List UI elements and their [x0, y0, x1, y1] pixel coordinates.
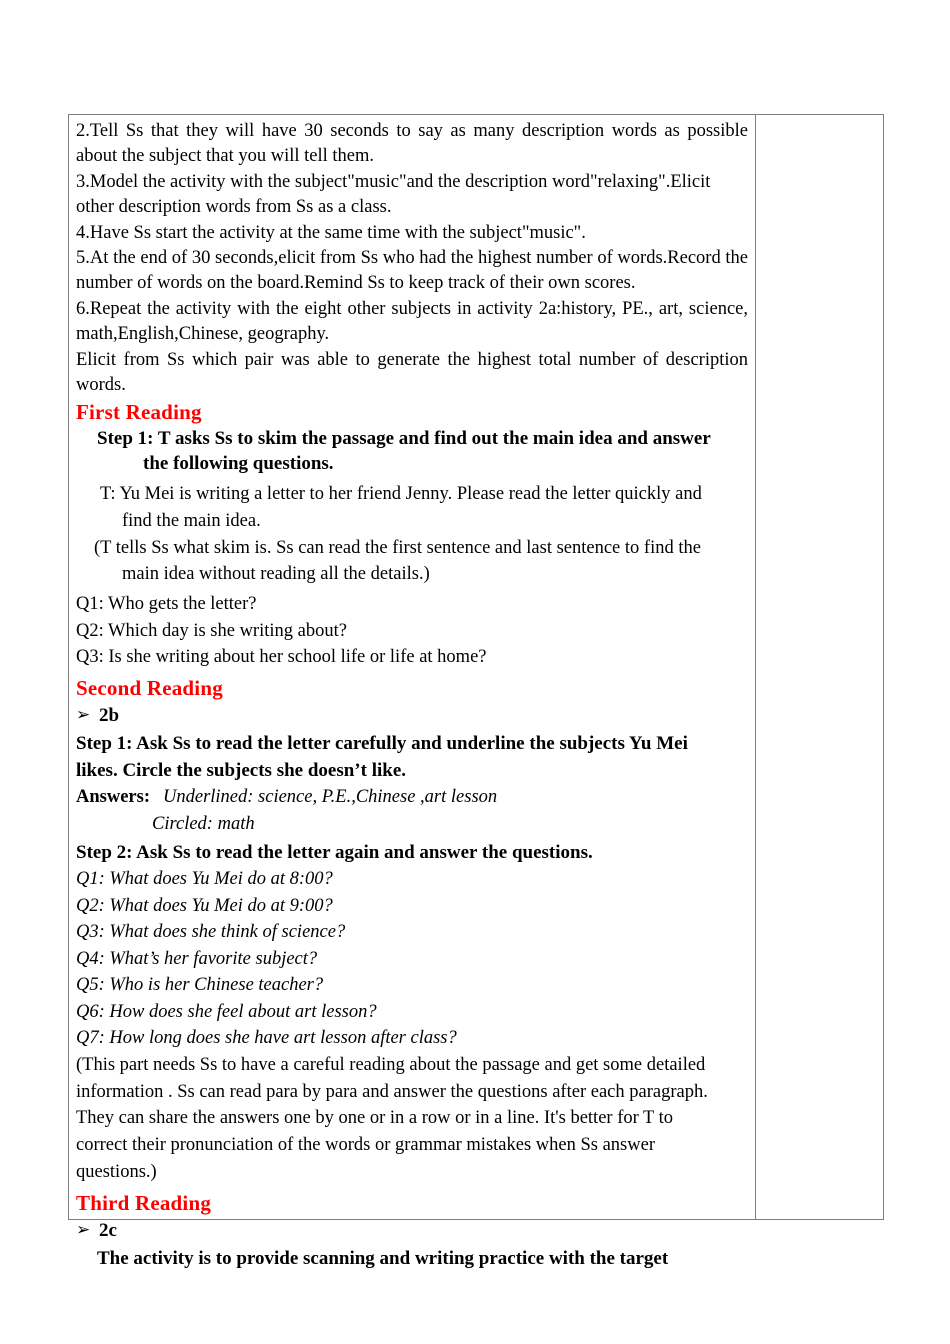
- second-reading-note-line4: correct their pronunciation of the words or grammar mistakes when Ss answer: [76, 1135, 655, 1156]
- second-reading-answers-underlined: [76, 784, 748, 811]
- second-reading-step1-line1: Step 1: Ask Ss to read the letter carefully and underline the subjects Yu Mei: [76, 733, 688, 755]
- second-reading-answers-circled: [76, 811, 748, 838]
- bullet-item-2c: [76, 1217, 748, 1245]
- first-reading-step1-line1: Step 1: T asks Ss to skim the passage and find out the main idea and answer: [97, 428, 711, 450]
- arrow-bullet-icon: ➢: [76, 705, 91, 726]
- instruction-step-5: 5.At the end of 30 seconds,elicit from Ss who had the highest number of words.Record the number of words on the board.Remind Ss to keep track of their own scores.: [76, 248, 748, 294]
- first-reading-step1-line2: [76, 451, 748, 476]
- second-reading-note-line1: (This part needs Ss to have a careful reading about the passage and get some detailed: [76, 1054, 706, 1075]
- second-reading-question-3: Q3: What does she think of science?: [76, 922, 346, 943]
- first-reading-question-2: Q2: Which day is she writing about?: [76, 620, 347, 641]
- second-reading-step2: Step 2: Ask Ss to read the letter again and answer the questions.: [76, 842, 593, 864]
- activity-label-2c: 2c: [99, 1219, 117, 1241]
- heading-second-reading: Second Reading: [76, 676, 223, 701]
- lesson-plan-table: [68, 114, 884, 1269]
- activity-label-2b: 2b: [99, 705, 120, 727]
- instruction-step-3: 3.Model the activity with the subject"music"and the description word"relaxing".Elicit other description words from Ss as a class.: [76, 171, 711, 218]
- second-reading-question-4: Q4: What’s her favorite subject?: [76, 948, 318, 969]
- second-reading-step1-line2: likes. Circle the subjects she doesn’t like.: [76, 760, 407, 782]
- second-reading-question-2: Q2: What does Yu Mei do at 9:00?: [76, 895, 333, 916]
- answers-label: Answers:: [76, 787, 150, 808]
- second-reading-note-line5: questions.): [76, 1161, 157, 1182]
- heading-first-reading: First Reading: [76, 400, 202, 425]
- side-notes-body: [756, 115, 883, 1215]
- second-reading-question-7: Q7: How long does she have art lesson after class?: [76, 1028, 457, 1049]
- second-reading-question-6: Q6: How does she feel about art lesson?: [76, 1001, 377, 1022]
- arrow-bullet-icon: ➢: [76, 1219, 91, 1240]
- instruction-step-2: 2.Tell Ss that they will have 30 seconds to say as many description words as possible about the subject that you will tell them.: [76, 121, 748, 167]
- instruction-step-6: 6.Repeat the activity with the eight other subjects in activity 2a:history, PE., art, science, math,English,Chinese, geography.: [76, 298, 748, 345]
- first-reading-question-3: Q3: Is she writing about her school life or life at home?: [76, 647, 487, 668]
- first-reading-teacher-line2: find the main idea.: [122, 511, 261, 532]
- main-content-cell: [69, 115, 756, 1269]
- answers-circled-text: Circled: math: [152, 813, 255, 834]
- second-reading-question-5: Q5: Who is her Chinese teacher?: [76, 975, 324, 996]
- table-row: [69, 115, 884, 1220]
- second-reading-note-line3: They can share the answers one by one or in a row or in a line. It's better for T to: [76, 1108, 674, 1129]
- first-reading-note-line1: (T tells Ss what skim is. Ss can read the first sentence and last sentence to find the: [94, 537, 701, 558]
- bullet-item-2b: [76, 702, 748, 730]
- instruction-elicit-pair: Elicit from Ss which pair was able to generate the highest total number of description words.: [76, 349, 748, 396]
- first-reading-note-line2: main idea without reading all the details.): [122, 564, 430, 585]
- second-reading-question-1: Q1: What does Yu Mei do at 8:00?: [76, 869, 333, 890]
- heading-third-reading: Third Reading: [76, 1190, 212, 1215]
- answers-underlined-text: Underlined: science, P.E.,Chinese ,art lesson: [163, 787, 498, 808]
- first-reading-teacher-line1: T: Yu Mei is writing a letter to her friend Jenny. Please read the letter quickly and: [100, 484, 702, 505]
- instruction-step-4: 4.Have Ss start the activity at the same time with the subject"music".: [76, 222, 586, 243]
- third-reading-description-line1: The activity is to provide scanning and writing practice with the target: [97, 1247, 669, 1269]
- main-content-body: [69, 115, 755, 1269]
- side-notes-cell: [756, 115, 884, 1220]
- second-reading-note-line2: information . Ss can read para by para and answer the questions after each paragraph.: [76, 1081, 708, 1102]
- first-reading-question-1: Q1: Who gets the letter?: [76, 593, 257, 614]
- first-reading-step1-line2-text: the following questions.: [143, 453, 334, 475]
